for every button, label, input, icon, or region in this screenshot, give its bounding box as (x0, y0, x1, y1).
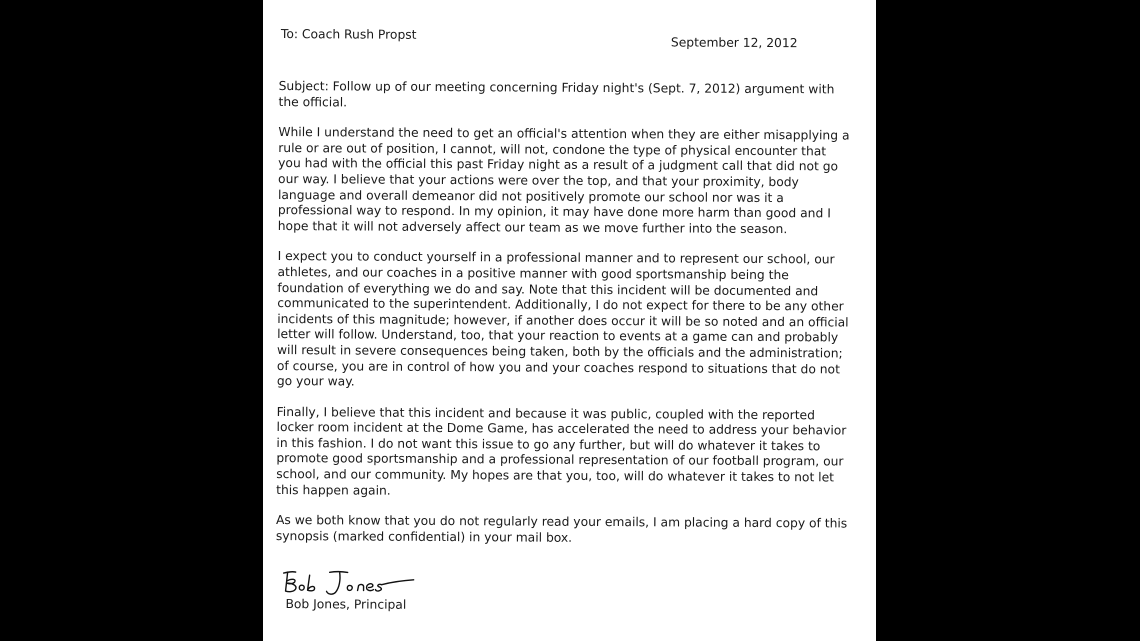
handwritten-signature (278, 567, 428, 598)
letter-page (263, 0, 876, 641)
paragraph-2: I expect you to conduct yourself in a professional manner and to represent our school, our athletes, and our coaches in a positive manner with good sportsmanship being the foundation of everything we do and say. Note that this incident will be documented and communicated to the superintendent. Additionally, I do not expect for there to be any other incidents of this magnitude; however, if another does occur it will be so noted and an official letter will follow. Understand, too, that your reaction to events at a game can and probably will result in severe consequences being taken, both by the officials and the administration; of course, you are in control of how you and your coaches respond to situations that do not go your way. (276, 249, 849, 389)
paragraph-3: Finally, I believe that this incident and because it was public, coupled with the reported locker room incident at the Dome Game, has accelerated the need to address your behavior in this fashion. I do not want this issue to go any further, but will do whatever it takes to promote good sportsmanship and a professional representation of our football program, our school, and our community. My hopes are that you, too, will do whatever it takes to not let this happen again. (276, 404, 847, 498)
recipient-line: To: Coach Rush Propst (280, 27, 417, 42)
paragraph-4: As we both know that you do not regularly read your emails, I am placing a hard copy of this synopsis (marked confidential) in your mail box. (275, 513, 848, 545)
letter-date: September 12, 2012 (670, 35, 798, 51)
letter-document (275, 27, 853, 612)
subject-line: Subject: Follow up of our meeting concerning Friday night's (Sept. 7, 2012) argument with the official. (278, 78, 835, 110)
paragraph-1: While I understand the need to get an official's attention when they are either misapplying a rule or are out of position, I cannot, will not, condone the type of physical encounter that you had with the official this past Friday night as a result of a judgment call that did not go our way. I believe that your actions were over the top, and that your proximity, body language and overall demeanor did not positively promote our school nor was it a professional way to respond. In my opinion, it may have done more harm than good and I hope that it will not adversely affect our team as we move further into the season. (277, 125, 850, 236)
letter-header (279, 27, 853, 51)
signer-name: Bob Jones, Principal (285, 597, 407, 612)
